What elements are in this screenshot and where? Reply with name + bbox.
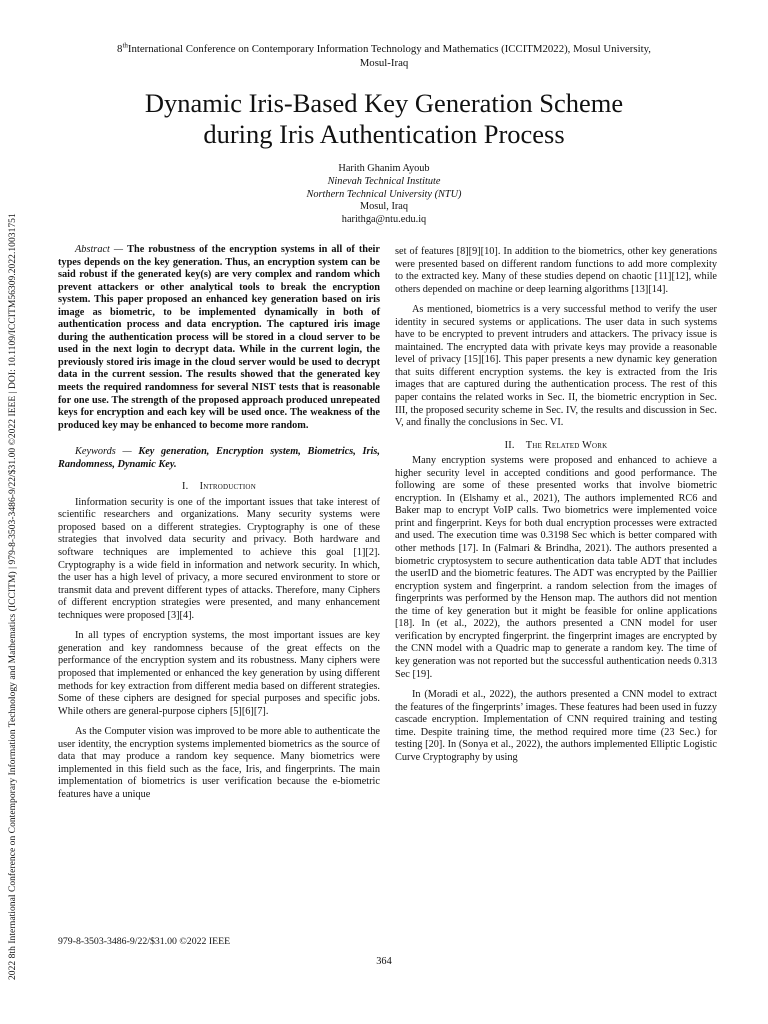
- paragraph: In all types of encryption systems, the most important issues are key generation and key randomness because of the great effects on the performance of the encryption system and its robustness. Many ciphers were proposed that implemented or enhanced the key generation by using different methods for key extraction from different media based on different strategies. Some of these ciphers are designed for special purposes and specific jobs. While others are general-purpose ciphers [5][6][7].: [58, 630, 380, 717]
- section-heading-related-work: [395, 440, 717, 453]
- section-title: Introduction: [199, 481, 256, 493]
- author-city: Mosul, Iraq: [359, 201, 409, 213]
- conference-ordinal-suffix: th: [122, 41, 128, 50]
- abstract-label: Abstract —: [75, 244, 124, 255]
- author-block: [60, 163, 708, 227]
- keywords-text: Key generation, Encryption system, Biometrics, Iris, Randomness, Dynamic Key.: [58, 446, 380, 470]
- author-name: Harith Ghanim Ayoub: [338, 163, 430, 174]
- abstract-text: The robustness of the encryption systems in all of their types depends on the key generation. Thus, an encryption system can be said robust if the generated key(s) are very complex and random which prevent attackers or other analytical tools to break the encryption system. This paper proposed an enhanced key generation based on iris image as biometric, to be implemented dynamically in both of authentication process and data encryption. The captured iris image during the authentication process will be stored in a cloud server to be used in the next login to decrypt data. While in the current login, the previously stored iris image in the cloud server would be used to decrypt data in the current session. The results showed that the generated key meets the required randomness for several NIST tests that is reasonable for one use. The strength of the proposed approach produced unrepeated keys for encryption and each key will be used once. The weakness of the produced key may be enhanced to become more random.: [58, 244, 380, 431]
- conference-ordinal: 8: [117, 43, 123, 55]
- author-email: harithga@ntu.edu.iq: [341, 214, 427, 226]
- paragraph: In (Moradi et al., 2022), the authors presented a CNN model to extract the features of the fingerprints’ images. These features had been used in fuzzy cascade encryption. Implementation of CNN required training and testing time. Despite training time, the method required more time (23 Sec.) for testing [20]. In (Sonya et al., 2022), the authors implemented Elliptic Logistic Curve Cryptography by using: [395, 689, 717, 763]
- paragraph: set of features [8][9][10]. In addition to the biometrics, other key generations were presented based on different random functions to add more complexity to the extracted key. Many of these studies depend on chaotic [11][12], while others depended on machine or deep learning algorithms [13][14].: [395, 246, 717, 295]
- paragraph: As mentioned, biometrics is a very successful method to verify the user identity in secured systems or applications. The user data in such systems have to be encrypted to prevent intruders and attackers. The privacy issue is maintained. The encrypted data with private keys may provide a reasonable level of privacy [15][16]. This paper presents a new dynamic key generation that suits different encryption systems. the key is extracted from the Iris images that are captured during the authentication process. The rest of this paper contains the related works in Sec. II, the biometric encryption in Sec. III, the proposed security scheme in Sec. IV, the results and discussion in Sec. V, and finally the conclusions in Sec. VI.: [395, 304, 717, 429]
- footer-copyright: 979-8-3503-3486-9/22/$31.00 ©2022 IEEE: [58, 936, 231, 947]
- author-affiliation-2: Northern Technical University (NTU): [306, 188, 462, 200]
- author-affiliation-1: Ninevah Technical Institute: [327, 175, 441, 187]
- conference-header: [60, 42, 708, 70]
- section-number: II.: [504, 439, 515, 451]
- section-number: I.: [182, 481, 189, 493]
- conference-line1: International Conference on Contemporary Information Technology and Mathematics (ICCITM2022), Mosul University,: [127, 43, 651, 55]
- paragraph: As the Computer vision was improved to be more able to authenticate the user identity, the encryption systems implemented biometrics as the source of data that may produce a random key sequence. Many biometrics were implemented in this field such as the face, Iris, and fingerprints. The main implementation of biometrics is user verification because the e-biometric features have a unique: [58, 726, 380, 800]
- right-column: [395, 246, 717, 764]
- section-title: The Related Work: [525, 439, 608, 451]
- title-line1: Dynamic Iris-Based Key Generation Scheme: [144, 88, 624, 118]
- section-heading-introduction: [58, 481, 380, 494]
- paragraph: Many encryption systems were proposed and enhanced to achieve a higher security level in accepted conditions and good performance. The following are some of these presented works that involve biometric encryption. In (Elshamy et al., 2021), The authors implemented RC6 and Baker map to encrypt VoIP calls. Two biometrics were implemented voice print and fingerprint. Keys for both dual encryption processes were extracted and used. The execution time was 0.3198 Sec which is better compared with other methods [17]. In (Falmari & Brindha, 2021). The authors presented a biometric cryptosystem to secure authentication data table ADT that includes the userID and the biometric features. The ADT was encrypted by the Paillier encryption system and fingerprint. a random selection from the images of fingerprints was performed by the Henson map. The authors did not mention the time of key generation but it might be feasible for online applications [18]. In (et al., 2022), the authors presented a CNN model for user verification by encrypted fingerprint. the fingerprint images are encrypted by the CNN model with a Quadric map to generate a random key. The time of key generation was not reported but the successful authentication needs 0.313 Sec [19].: [395, 455, 717, 680]
- side-doi-text: 2022 8th International Conference on Contemporary Information Technology and Mathematics (ICCITM) | 979-8-3503-3486-9/22/$31.00 ©2022 IEEE | DOI: 10.1109/ICCITM56309.2022.10031751: [8, 213, 18, 980]
- abstract: [58, 244, 380, 432]
- paper-title: [60, 88, 708, 150]
- keywords-label: Keywords —: [75, 446, 132, 458]
- page-number: 364: [376, 956, 392, 967]
- title-line2: during Iris Authentication Process: [203, 119, 565, 149]
- left-column: [58, 244, 380, 801]
- conference-line2: Mosul-Iraq: [359, 57, 409, 69]
- paragraph: Iinformation security is one of the important issues that take interest of scientific researchers and organizations. Many security systems were proposed based on a different strategies. Cryptography is one of these strategies that involved data security and privacy. Both hardware and software techniques are implemented to achieve this goal [1][2]. Cryptography is a wide field in information and network security. In which, the user has a high level of privacy, a more secured environment to store or transmit data and prevent different types of attacks. Therefore, many Ciphers of different encryption strategies were presented, and many enhancement techniques were proposed [3][4].: [58, 496, 380, 621]
- keywords: [58, 446, 380, 471]
